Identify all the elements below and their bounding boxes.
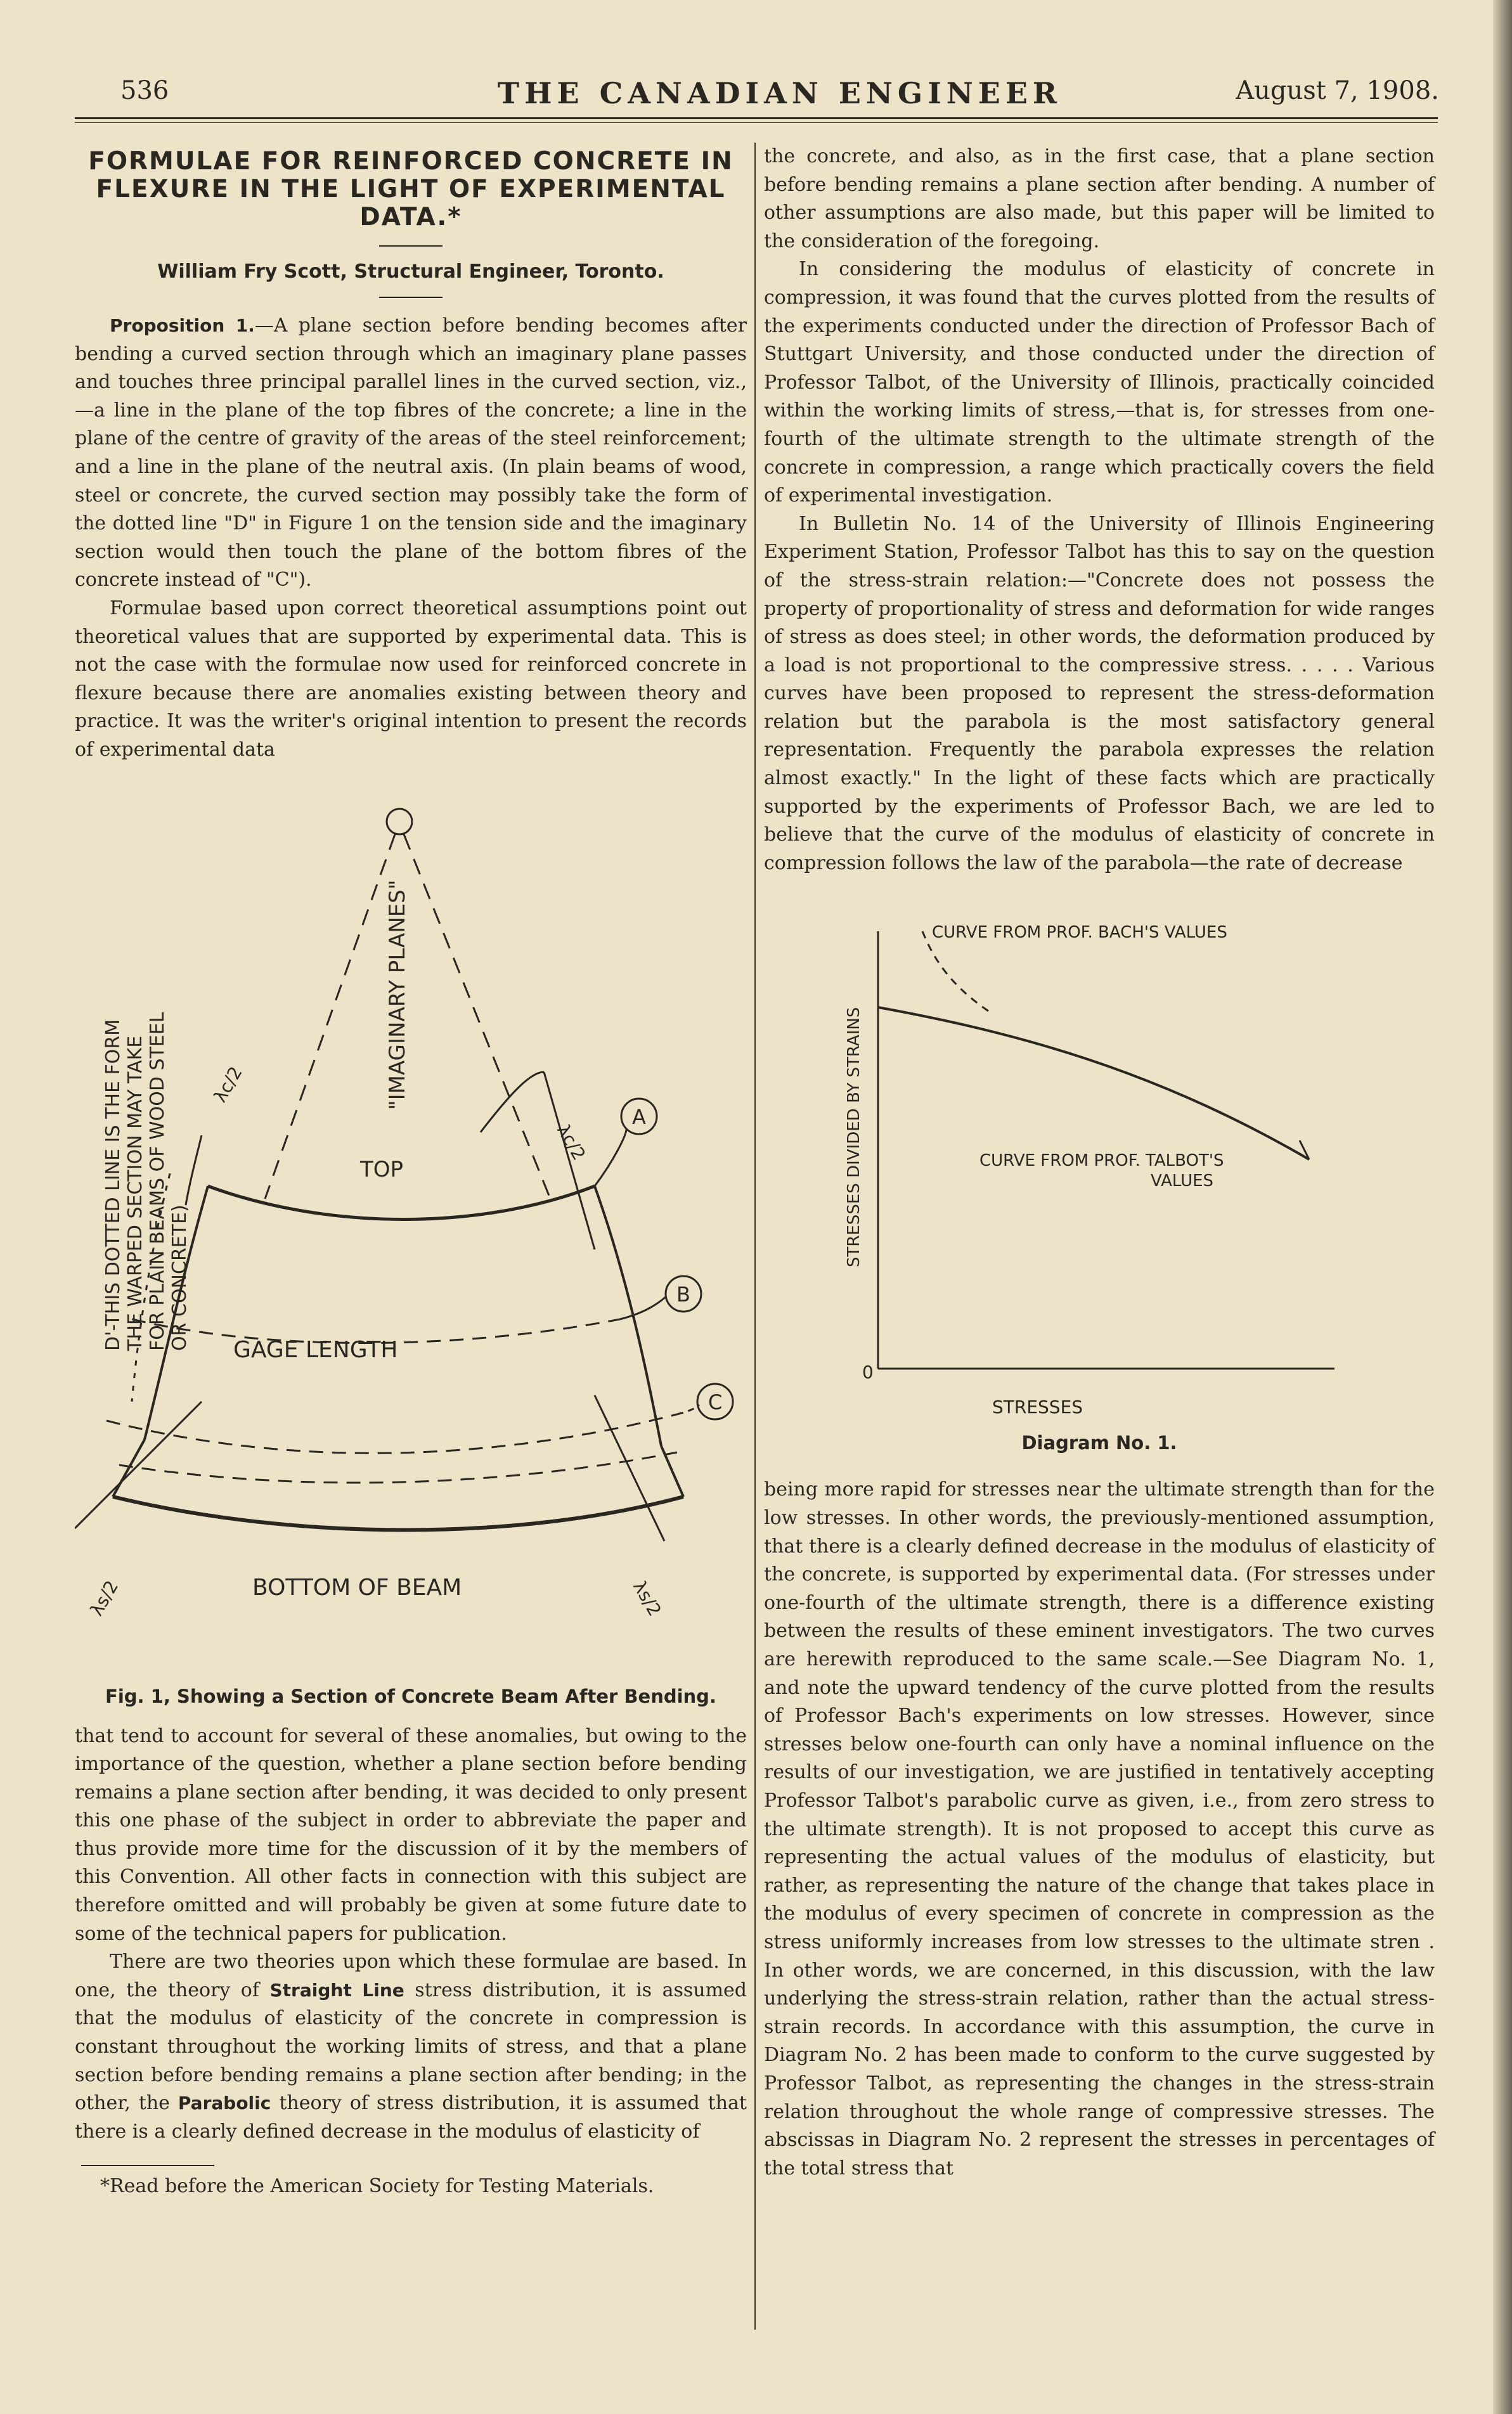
issue-date: August 7, 1908.: [1236, 76, 1439, 105]
parabolic-term: Parabolic: [178, 2093, 271, 2114]
bottom-of-beam-label: BOTTOM OF BEAM: [252, 1574, 462, 1601]
paragraph-parabola: being more rapid for stresses near the ultimate strength than for the low stresses. In other words, the previously-mentioned assumption, that there is a clearly defined decrease in the modulus of elasticity of the concrete, is supported by experimental data. (For stresses under one-fourth of the ultimate strength, there is a difference existing between the results of these eminent investigators. The two curves are herewith reproduced to the same scale.—See Diagram No. 1, and note the upward tendency of the curve plotted from the results of Professor Bach's experiments on low stresses. However, since stresses below one-fourth can only have a nominal influence on the results of our investigation, we are justified in tentatively accepting Professor Talbot's parabolic curve as given, i.e., from zero stress to the ultimate strength). It is not proposed to accept this curve as representing the actual values of the modulus of elasticity, but rather, as representing the nature of the change that takes place in the modulus of every specimen of concrete in compression as the stress uniformly increases from low stresses to the ultimate stren . In other words, we are concerned, in this discussion, with the law underlying the stress-strain relation, rather than the actual stress-strain records. In accordance with this assumption, the curve in Diagram No. 2 has been made to conform to the curve suggested by Professor Talbot, as representing the changes in the stress-strain relation throughout the whole range of compressive stresses. The abscissas in Diagram No. 2 represent the stresses in percentages of the total stress that: [764, 1478, 1435, 2179]
paragraph-formulae: Formulae based upon correct theoretical assumptions point out theoretical values that are supported by experimental data. This is not the case with the formulae now used for reinforced concrete in flexure because there are anomalies existing between theory and practice. It was the writer's original intention to present the records of experimental data: [75, 597, 747, 761]
fig-note-line2: THE WARPED SECTION MAY TAKE: [124, 1035, 146, 1351]
lambda-c-right: λc/2: [552, 1120, 590, 1164]
right-column: [764, 143, 1435, 2183]
running-head: [120, 76, 1439, 114]
paragraph-theories: [75, 1948, 747, 2146]
fig-note-line1: D'-THIS DOTTED LINE IS THE FORM: [102, 1019, 124, 1351]
gage-length-label: GAGE LENGTH: [233, 1336, 398, 1363]
diagram-1-plot: [764, 912, 1435, 1432]
theories-text-e: theory of stress distribution, it is assumed that there is a clearly defined decrease in the modulus of elasticity of: [75, 2092, 747, 2143]
dashed-curve-d: [119, 1452, 677, 1483]
diagram-1: [764, 912, 1435, 1432]
leader-a: [595, 1129, 626, 1186]
top-label: TOP: [360, 1156, 404, 1182]
byline: William Fry Scott, Structural Engineer, Toronto.: [157, 261, 664, 283]
footnote: *Read before the American Society for Testing Materials.: [100, 2175, 654, 2198]
byline-rule: [379, 297, 443, 298]
figure-1: [75, 793, 747, 1681]
lambda-c-left-arrow: [186, 1135, 202, 1205]
y-axis-label: STRESSES DIVIDED BY STRAINS: [844, 1007, 863, 1268]
paragraph-bulletin: In Bulletin No. 14 of the University of Illinois Engineering Experiment Station, Professor Talbot has this to say on the question of the stress-strain relation:—"Concrete does not possess the property of proportionality of stress and deformation for wide ranges of stress as does steel; in other words, the deformation produced by a load is not proportional to the compressive stress. . . . . Various curves have been proposed to represent the stress-deformation relation but the parabola is the most satisfactory general representation. Frequently the parabola expresses the relation almost exactly." In the light of these facts which are practically supported by the experiments of Professor Bach, we are led to believe that the curve of the modulus of elasticity of concrete in compression follows the law of the parabola—the rate of decrease: [764, 512, 1435, 874]
dimension-top-right: [544, 1072, 595, 1249]
theories-text-a: There are two theories upon which these formulae are based. In one, the theory of: [75, 1951, 747, 2001]
title-rule: [379, 245, 443, 247]
imaginary-plane-left: [265, 834, 395, 1199]
lambda-s-left: λs/2: [86, 1576, 123, 1619]
masthead: THE CANADIAN ENGINEER: [497, 76, 1063, 110]
origin-label: 0: [862, 1362, 874, 1383]
page-edge: [1493, 0, 1512, 2414]
leader-b: [620, 1297, 666, 1319]
proposition-label: Proposition 1.: [110, 315, 255, 336]
talbot-curve-label-2: VALUES: [1151, 1172, 1214, 1191]
proposition-text: —A plane section before bending becomes after bending a curved section through which an imaginary plane passes and touches three principal parallel lines in the curved section, viz.,—a line in the plane of the top fibres of the concrete; a line in the plane of the centre of gravity of the areas of the steel reinforcement; and a line in the plane of the neutral axis. (In plain beams of wood, steel or concrete, the curved section may possibly take the form of the dotted line "D" in Figure 1 on the tension side and the imaginary section would then touch the plane of the bottom fibres of the concrete instead of "C").: [75, 314, 747, 591]
bach-curve: [922, 931, 992, 1014]
lambda-s-right: λs/2: [628, 1577, 666, 1620]
top-curve: [208, 1186, 595, 1220]
figure-1-caption: Fig. 1, Showing a Section of Concrete Beam After Bending.: [105, 1685, 716, 1707]
fig-note-line3: FOR PLAIN BEAMS OF WOOD STEEL: [146, 1011, 169, 1351]
header-rule: [75, 117, 1438, 123]
straight-line-term: Straight Line: [269, 1979, 404, 2001]
left-bottom-edge: [113, 1440, 145, 1497]
footnote-rule: [81, 2165, 214, 2166]
paragraph-proposition: [75, 312, 747, 595]
paragraph-continued: the concrete, and also, as in the first case, that a plane section before bending remains a plane section after bending. A number of other assumptions are also made, but this paper will be limited to the consideration of the foregoing.: [764, 145, 1435, 252]
imaginary-plane-right: [404, 834, 550, 1199]
left-column: [75, 143, 747, 2199]
planes-apex-circle: [387, 809, 412, 834]
paragraph-anomalies: that tend to account for several of these anomalies, but owing to the importance of the question, whether a plane section before bending remains a plane section after bending, it was decided to only present this one phase of the subject in order to abbreviate the paper and thus provide more time for the discussion of it by the members of this Convention. All other facts in connection with this subject are therefore omitted and will probably be given at some future date to some of the technical papers for publication.: [75, 1724, 747, 1945]
label-b: B: [676, 1282, 690, 1307]
theories-text-c: stress distribution, it is assumed that the modulus of elasticity of the concrete in compression is constant throughout the working limits of stress, and that a plane section before bending remains a plane section after bending; in the other, the: [75, 1978, 747, 2115]
x-axis-label: STRESSES: [992, 1397, 1083, 1418]
bottom-curve: [113, 1497, 683, 1530]
article-title: FORMULAE FOR REINFORCED CONCRETE IN FLEXURE IN THE LIGHT OF EXPERIMENTAL DATA.*: [88, 147, 733, 231]
dimension-right: [595, 1395, 664, 1541]
planes-leader: [481, 1072, 544, 1132]
label-a: A: [632, 1104, 646, 1129]
page-number: 536: [120, 76, 169, 105]
fig-note-line4: OR CONCRETE): [169, 1204, 191, 1351]
planes-label: "IMAGINARY PLANES": [385, 879, 410, 1110]
leader-c: [677, 1405, 699, 1414]
dashed-curve-c: [107, 1414, 677, 1453]
label-c: C: [708, 1390, 723, 1414]
bach-curve-label: CURVE FROM PROF. BACH'S VALUES: [932, 923, 1227, 943]
column-divider: [754, 143, 756, 2330]
talbot-curve: [878, 1007, 1309, 1159]
figure-1-drawing: [75, 793, 747, 1681]
diagram-1-caption: Diagram No. 1.: [1021, 1432, 1177, 1454]
paragraph-modulus: In considering the modulus of elasticity of concrete in compression, it was found that the curves plotted from the results of the experiments conducted under the direction of Professor Bach of Stuttgart University, and those conducted under the direction of Professor Talbot, of the University of Illinois, practically coincided within the working limits of stress,—that is, for stresses from one-fourth of the ultimate strength to the ultimate strength of the concrete in compression, a range which practically covers the field of experimental investigation.: [764, 258, 1435, 507]
talbot-curve-label-1: CURVE FROM PROF. TALBOT'S: [979, 1151, 1224, 1171]
lambda-c-left: λc/2: [209, 1062, 247, 1106]
